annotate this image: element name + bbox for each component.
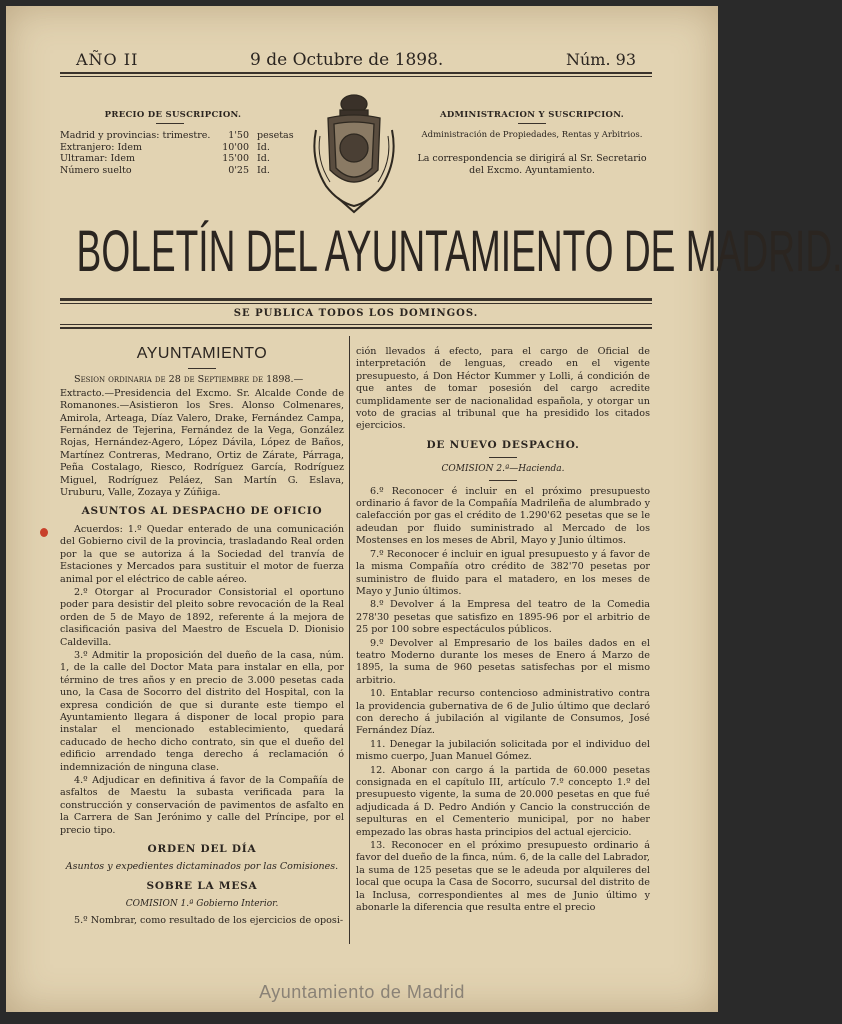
price-row: Extranjero: Idem 10'00 Id. [60,141,270,153]
issue-number: Núm. 93 [565,50,636,69]
paragraph: 9.º Devolver al Empresario de los bailes dados en el teatro Moderno durante los meses de Enero á Marzo de 1895, la suma de 960 pesetas satisfechas por el mismo arbitrio. [356,637,650,686]
archive-watermark: Ayuntamiento de Madrid [259,982,465,1002]
masthead-top [60,46,650,72]
coat-of-arms-icon [308,90,400,218]
session-body: Extracto.—Presidencia del Excmo. Sr. Alcalde Conde de Romanones.—Asistieron los Sres. Alonso Colmenares, Amirola, Arteaga, Díaz Valero, Drake, Fernández Campa, Fernández de Tejerina, Fernández de la Vega, González Rojas, Hernández-Agero, López Dávila, López de Baños, Martínez Contreras, Medrano, Ortiz de Zárate, Párraga, Peña Costalago, Riesco, Rodríguez García, Rodríguez Miguel, Rodríguez Peláez, San Martín G. Eslava, Uruburu, Valle, Zozaya y Zúñiga. [60,387,344,499]
column-divider [349,336,350,944]
price-row: Número suelto 0'25 Id. [60,164,270,176]
price-title: PRECIO DE SUSCRIPCION. [104,110,242,120]
paragraph: 4.º Adjudicar en definitiva á favor de la Compañía de asfaltos de Maestu la subasta verificada para la construcción y conservación de pavimentos de asfalto en la Carrera de San Jerónimo y calle del Príncipe, por el precio tipo. [60,775,344,836]
admin-line-1: Administración de Propiedades, Rentas y Arbitrios. [421,130,643,140]
subtitle-rule-1 [60,324,652,325]
paragraph: 6.º Reconocer é incluir en el próximo presupuesto ordinario á favor de la Compañía Madrileña de alumbrado y calefacción por gas el crédito de 1.290'62 pesetas que se le adeudan por fluido suministrado al Mercado de los Mostenses en los meses de Abril, Mayo y Junio últimos. [356,485,650,547]
price-separator [156,123,184,124]
paragraph: 3.º Admitir la proposición del dueño de la casa, núm. 1, de la calle del Doctor Mata para instalar en ella, por término de tres años y en precio de 3.000 pesetas cada uno, la Casa de Socorro del distrito del Hospital, con la expresa condición de que si durante este tiempo el Ayuntamiento llegara á disponer de local propio para instalar el mencionado establecimiento, quedará caducado de hecho dicho contrato, sin que el dueño del edificio arrendado tenga derecho á reclamación ó indemnización de ninguna clase. [60,649,344,773]
title-rule-2 [60,303,652,304]
newspaper-title-wrap [56,218,842,288]
nuevo-despacho-heading: DE NUEVO DESPACHO. [426,438,580,451]
newspaper-page [6,6,842,1012]
mesa-heading: SOBRE LA MESA [146,879,258,892]
comision-heading: COMISION 2.ª—Hacienda. [441,464,565,475]
title-rule-1 [60,298,652,301]
newspaper-title: BOLETÍN DEL AYUNTAMIENTO DE MADRID. [76,219,842,284]
paragraph: 2.º Otorgar al Procurador Consistorial el oportuno poder para desistir del pleito sobre revocación de la Real orden de 5 de Mayo de 1892, referente á la mejora de clasificación pasiva del Maestro de Escuela D. Dionisio Caldevilla. [60,586,344,648]
paragraph: 10. Entablar recurso contencioso administrativo contra la providencia gubernativa de 6 de Julio último que declaró con derecho á jubilación al vigilante de Consumos, José Fernández Díaz. [356,688,650,737]
issue-year: AÑO II [76,50,139,69]
admin-title: ADMINISTRACION Y SUSCRIPCION. [439,110,625,120]
left-column [60,346,344,928]
orden-heading: ORDEN DEL DÍA [147,843,257,856]
asuntos-heading: ASUNTOS AL DESPACHO DE OFICIO [81,505,323,518]
right-column [356,346,650,915]
paragraph: 8.º Devolver á la Empresa del teatro de la Comedia 278'30 pesetas que satisfizo en 1895-96 por el arbitrio de 25 por 100 sobre espectáculos públicos. [356,599,650,636]
price-row: Madrid y provincias: trimestre. 1'50 pesetas [60,130,294,141]
subtitle-rule-2 [60,327,652,329]
subscription-price-block [60,110,296,176]
paragraph: 7.º Reconocer é incluir en igual presupuesto y á favor de la misma Compañía otro crédito de 382'70 pesetas por suministro de fluido para el matadero, en los meses de Mayo y Junio últimos. [356,548,650,597]
paragraph: ción llevados á efecto, para el cargo de Oficial de interpretación de lenguas, creado en el vigente presupuesto, á Don Héctor Kummer y Lolli, á condición de que antes de tomar posesión del cargo acredite cumplidamente ser de nacionalidad española, y otorgar un voto de gracias al tribunal que ha presidido los citados ejercicios. [356,346,650,432]
heading-separator [489,457,517,458]
heading-separator [489,480,517,481]
comision-heading: COMISION 1.ª Gobierno Interior. [125,899,279,910]
red-ink-mark [40,528,48,537]
administration-block [414,110,650,177]
paragraph: 13. Reconocer en el próximo presupuesto ordinario á favor del dueño de la finca, núm. 6, de la calle del Labrador, la suma de 125 pesetas que se le adeuda por alquileres del local que ocupa la Casa de Socorro, sucursal del distrito de la Inclusa, correspondientes al mes de Junio último y abonarle la diferencia que resulta entre el precio [356,840,650,914]
paragraph: Acuerdos: 1.º Quedar enterado de una comunicación del Gobierno civil de la provincia, trasladando Real orden por la que se autoriza á la Sociedad del tranvía de Estaciones y Mercados para sustituir el motor de fuerza animal por el eléctrico de cable aéreo. [60,523,344,585]
session-heading: Sesion ordinaria de 28 de Septiembre de 1898.— [74,374,304,386]
price-row: Ultramar: Idem 15'00 Id. [60,153,270,164]
admin-separator [518,123,546,124]
masthead-rule-2 [60,76,652,77]
admin-line-3: del Excmo. Ayuntamiento. [469,165,595,176]
masthead-rule-1 [60,72,652,74]
orden-subheading: Asuntos y expedientes dictaminados por las Comisiones. [65,861,339,873]
paragraph: 11. Denegar la jubilación solicitada por el individuo del mismo cuerpo, Juan Manuel Gómez. [356,738,650,763]
publication-frequency: SE PUBLICA TODOS LOS DOMINGOS. [233,308,479,319]
paragraph: 5.º Nombrar, como resultado de los ejercicios de oposi- [74,914,344,926]
admin-line-2: La correspondencia se dirigirá al Sr. Secretario [417,153,647,164]
issue-date: 9 de Octubre de 1898. [250,50,444,70]
section-separator [188,368,216,369]
paragraph: 12. Abonar con cargo á la partida de 60.000 pesetas consignada en el capítulo III, artículo 7.º concepto 1.º del presupuesto vigente, la suma de 20.000 pesetas en que fué adjudicada á D. Pedro Andión y Cancio la construcción de sepulturas en el Cementerio municipal, por no haber empezado las obras hasta principios del actual ejercicio. [356,764,650,838]
section-heading: AYUNTAMIENTO [136,345,268,362]
